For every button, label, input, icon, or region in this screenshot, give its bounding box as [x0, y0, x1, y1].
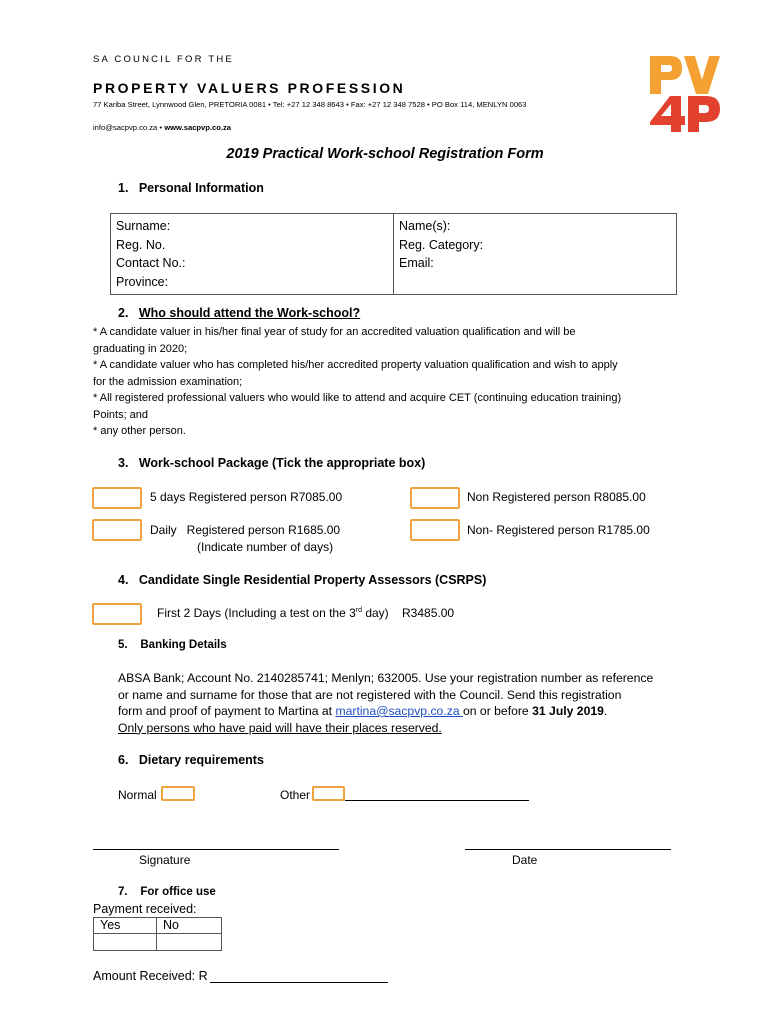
- amount-received-label: Amount Received: R: [93, 969, 208, 983]
- section1-heading: 1. Personal Information: [118, 181, 264, 195]
- option-daily-note: (Indicate number of days): [197, 540, 334, 554]
- reg-no-label: Reg. No.: [116, 237, 166, 252]
- banking-text: form and proof of payment to Martina at: [118, 704, 336, 718]
- payment-no-cell[interactable]: No: [157, 918, 222, 934]
- signature-label: Signature: [139, 853, 191, 867]
- reserved-notice: Only persons who have paid will have their places reserved.: [118, 720, 442, 735]
- payment-no-value[interactable]: [157, 934, 222, 951]
- website-link: www.sacpvp.co.za: [164, 123, 232, 132]
- banking-text: .: [603, 704, 608, 718]
- attendee-line: * any other person.: [93, 425, 186, 437]
- tick-box-daily-registered[interactable]: [92, 519, 142, 541]
- attendee-line: * All registered professional valuers who would like to attend and acquire CET (continuing education training): [93, 392, 622, 404]
- personal-info-left-cell[interactable]: [111, 214, 394, 295]
- section5-heading: 5. Banking Details: [118, 639, 227, 651]
- names-label: Name(s):: [399, 219, 451, 233]
- option-csrps: [157, 606, 454, 620]
- bullet-separator: •: [159, 123, 163, 132]
- banking-details: [118, 670, 653, 736]
- option-5days-registered: 5 days Registered person R7085.00: [150, 490, 343, 504]
- option-daily-non-registered: Non- Registered person R1785.00: [467, 523, 650, 537]
- payment-received-table: [93, 917, 222, 951]
- diet-other-label: Other: [280, 788, 311, 802]
- tick-box-diet-normal[interactable]: [161, 786, 195, 801]
- csrps-text-end: day) R3485.00: [362, 606, 455, 620]
- section6-heading: 6. Dietary requirements: [118, 753, 264, 767]
- province-label: Province:: [116, 274, 169, 289]
- section2-number: 2.: [118, 306, 129, 320]
- logo-top-mark: [650, 56, 720, 94]
- date-line[interactable]: [465, 849, 671, 850]
- deadline-date: 31 July 2019: [532, 704, 604, 718]
- tick-box-daily-non-registered[interactable]: [410, 519, 460, 541]
- pvp-logo-icon: [648, 54, 720, 134]
- martina-email-link[interactable]: martina@sacpvp.co.za: [335, 704, 463, 718]
- reg-category-label: Reg. Category:: [399, 237, 484, 252]
- attendee-line: for the admission examination;: [93, 375, 243, 388]
- diet-other-input-line[interactable]: [345, 800, 529, 801]
- attendee-line: Points; and: [93, 408, 149, 421]
- tick-box-diet-other[interactable]: [312, 786, 345, 801]
- payment-received-label: Payment received:: [93, 902, 197, 916]
- tick-box-5days-non-registered[interactable]: [410, 487, 460, 509]
- csrps-superscript: rd: [355, 607, 362, 614]
- section2-heading: [118, 306, 360, 320]
- banking-line: ABSA Bank; Account No. 2140285741; Menlyn; 632005. Use your registration number as reference: [118, 671, 654, 685]
- option-daily-registered: Daily Registered person R1685.00: [150, 523, 341, 537]
- attendee-list: [93, 324, 621, 440]
- signature-line[interactable]: [93, 849, 339, 850]
- banking-text: on or before: [462, 704, 533, 718]
- option-5days-non-registered: Non Registered person R8085.00: [467, 490, 646, 504]
- profession-title: PROPERTY VALUERS PROFESSION: [93, 80, 406, 96]
- logo-bottom-mark: [650, 96, 720, 132]
- address-line: 77 Kariba Street, Lynnwood Glen, PRETORIA 0081 • Tel: +27 12 348 8643 • Fax: +27 12 348 7528 • PO Box 114, MENLYN 0063: [93, 100, 527, 109]
- section7-heading: 7. For office use: [118, 886, 216, 898]
- attendee-line: graduating in 2020;: [93, 342, 188, 355]
- banking-line: or name and surname for those that are not registered with the Council. Send this registration: [118, 687, 622, 702]
- tick-box-5days-registered[interactable]: [92, 487, 142, 509]
- attendee-line: * A candidate valuer in his/her final year of study for an accredited valuation qualification and will be: [93, 326, 576, 338]
- info-email: info@sacpvp.co.za: [93, 123, 158, 132]
- section3-heading: 3. Work-school Package (Tick the appropriate box): [118, 456, 426, 470]
- contact-line: [93, 123, 231, 132]
- surname-label: Surname:: [116, 219, 171, 233]
- council-label: SA COUNCIL FOR THE: [93, 54, 234, 65]
- banking-line: [118, 703, 653, 720]
- email-label: Email:: [399, 256, 434, 270]
- csrps-text-start: First 2 Days (Including a test on the 3: [157, 606, 356, 620]
- date-label: Date: [512, 853, 538, 867]
- tick-box-csrps[interactable]: [92, 603, 142, 625]
- diet-normal-label: Normal: [118, 788, 157, 802]
- section4-heading: 4. Candidate Single Residential Property Assessors (CSRPS): [118, 573, 487, 587]
- amount-received-line[interactable]: [210, 982, 388, 983]
- payment-yes-cell[interactable]: Yes: [94, 918, 157, 934]
- personal-info-table: [110, 213, 677, 295]
- section2-title: Who should attend the Work-school?: [138, 306, 361, 320]
- payment-yes-value[interactable]: [94, 934, 157, 951]
- attendee-line: * A candidate valuer who has completed his/her accredited property valuation qualification and wish to apply: [93, 359, 618, 371]
- form-title: 2019 Practical Work-school Registration Form: [226, 146, 544, 162]
- contact-no-label: Contact No.:: [116, 256, 186, 270]
- personal-info-right-cell[interactable]: [394, 214, 677, 295]
